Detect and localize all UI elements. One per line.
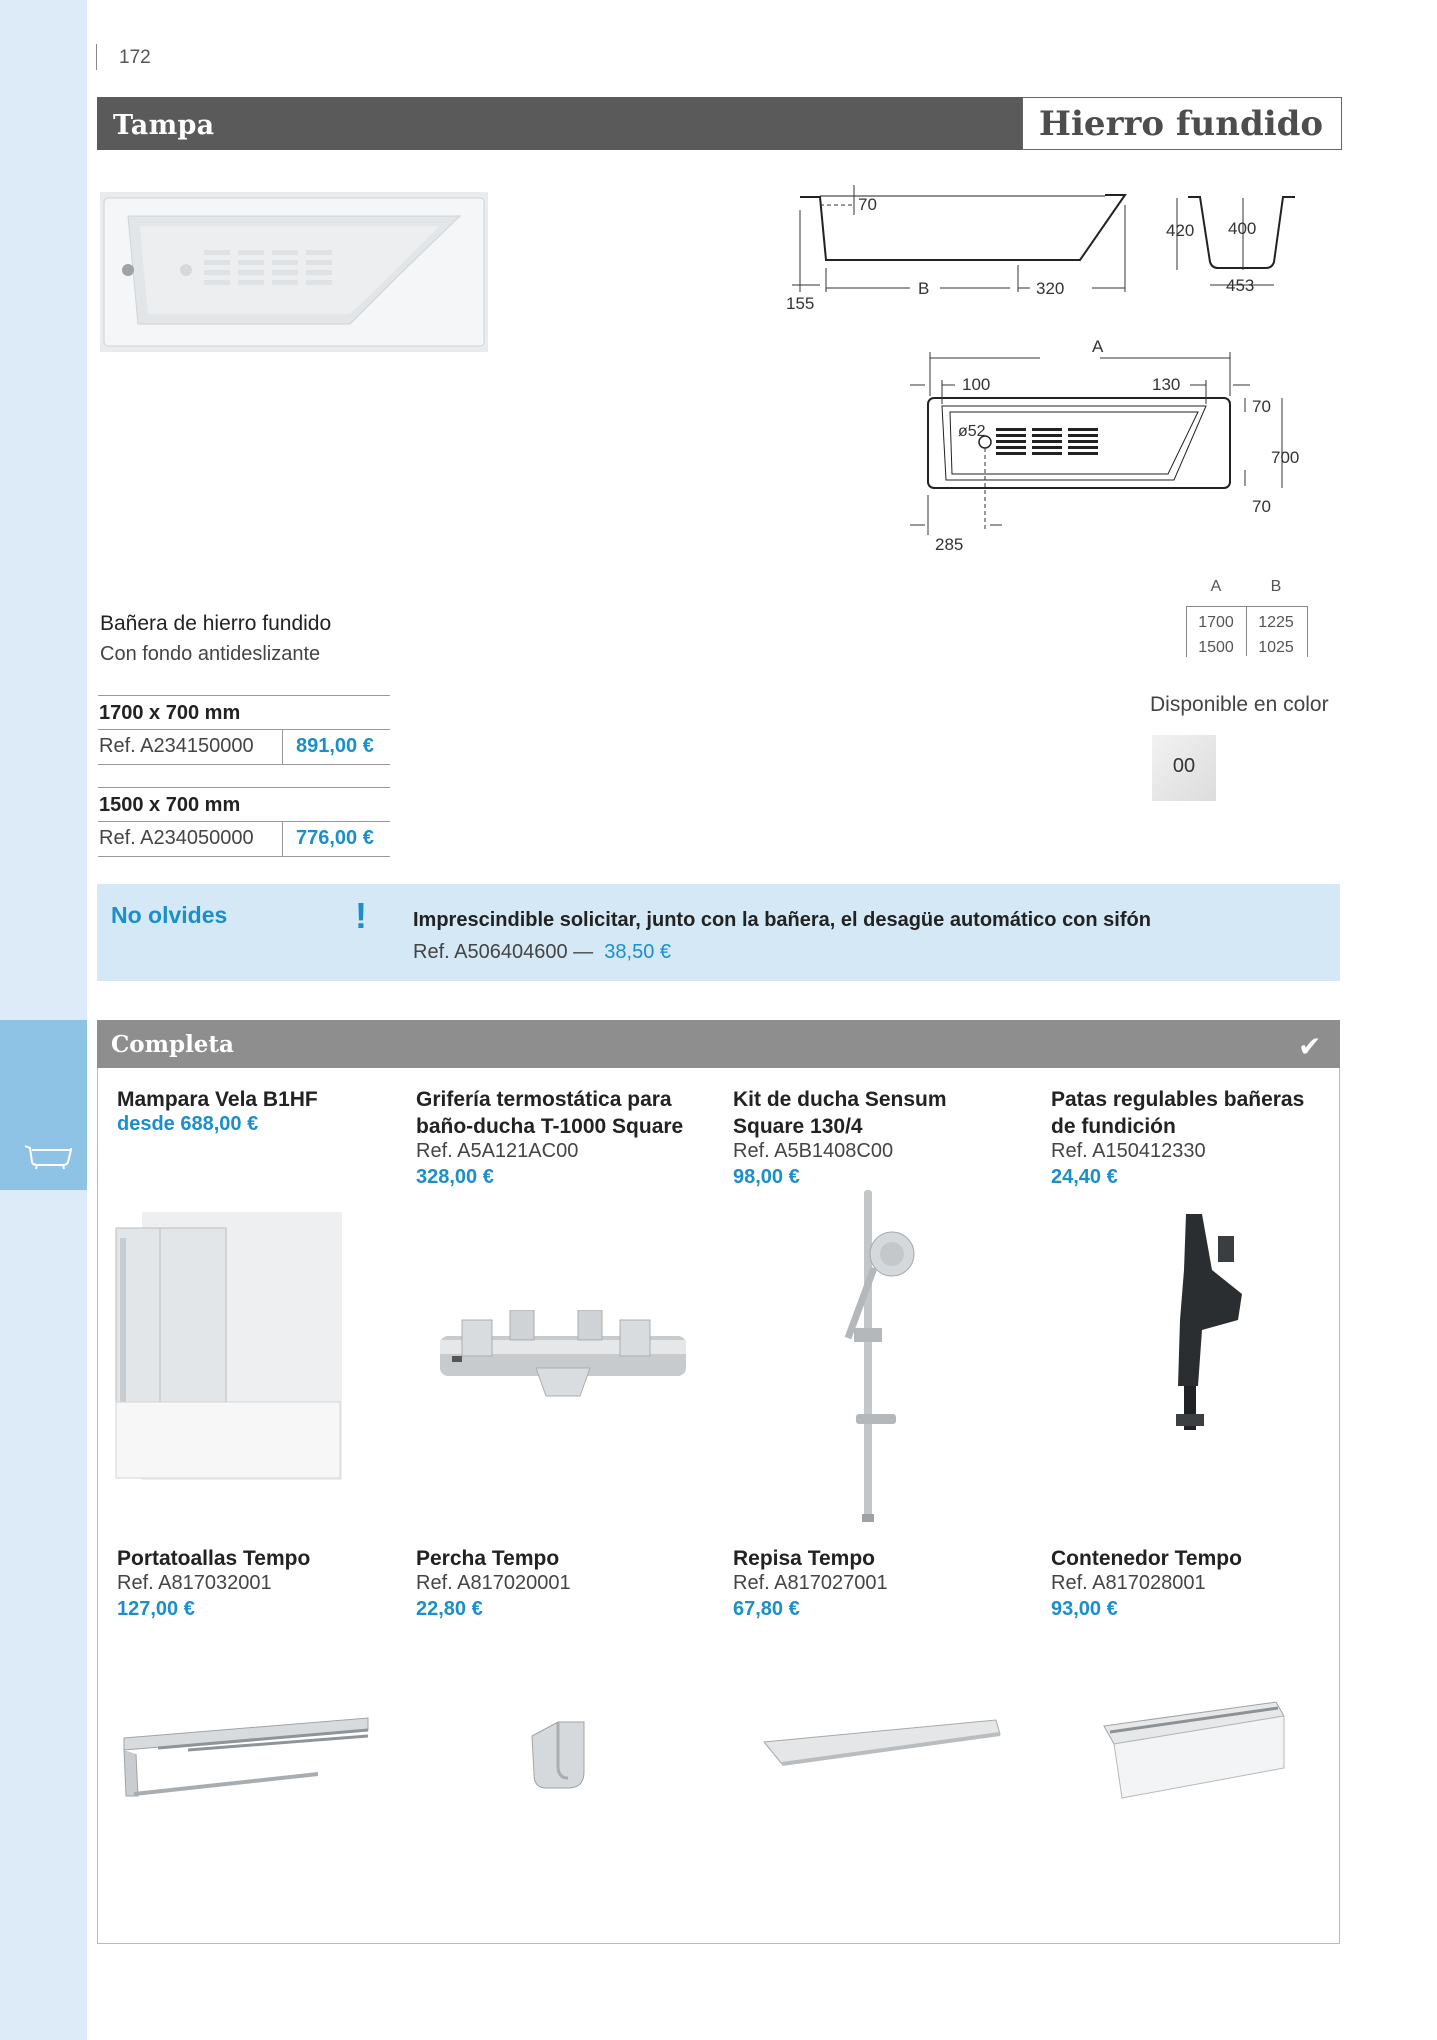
accessory-ref: Ref. A817020001 <box>416 1572 571 1594</box>
dim-155: 155 <box>786 294 815 313</box>
variant-size: 1500 x 700 mm <box>99 794 241 816</box>
reminder-price: 38,50 € <box>604 941 671 963</box>
accessory-name: Mampara Vela B1HF <box>117 1088 318 1111</box>
dim-drain-diameter: ø52 <box>958 423 986 440</box>
variant-ref: Ref. A234050000 <box>99 827 254 849</box>
accessory-name: Repisa Tempo <box>733 1547 875 1570</box>
accessory-price: 127,00 € <box>117 1598 195 1620</box>
dim-A: A <box>1092 337 1104 356</box>
accessory-ref: Ref. A817032001 <box>117 1572 272 1594</box>
dim-130: 130 <box>1152 375 1181 394</box>
shower-screen-image <box>112 1212 344 1480</box>
page-number: 172 <box>119 47 151 68</box>
accessory-price: 328,00 € <box>416 1166 494 1188</box>
accessory-price: 93,00 € <box>1051 1598 1118 1620</box>
accessory-ref: Ref. A5A121AC00 <box>416 1140 579 1162</box>
dim-header-A: A <box>1210 578 1222 595</box>
product-subtitle: Con fondo antideslizante <box>100 643 321 665</box>
shelf-image <box>760 1712 1004 1772</box>
dim-cell: 1500 <box>1198 639 1234 656</box>
dim-B: B <box>918 279 930 298</box>
variant-size: 1700 x 700 mm <box>99 702 241 724</box>
accessory-name-line2: de fundición <box>1051 1115 1176 1138</box>
checkmark-icon: ✔ <box>1298 1031 1322 1062</box>
material-title: Hierro fundido <box>1038 104 1324 144</box>
dim-420: 420 <box>1166 221 1195 240</box>
header-bar <box>97 97 1022 150</box>
accessory-price: 67,80 € <box>733 1598 800 1620</box>
bathtub-photo <box>100 192 488 352</box>
product-name: Bañera de hierro fundido <box>100 612 332 635</box>
accessory-ref: Ref. A817027001 <box>733 1572 888 1594</box>
accessory-name: Grifería termostática para <box>416 1088 672 1111</box>
variant-ref-separator <box>282 822 283 856</box>
accessory-price: desde 688,00 € <box>117 1113 259 1135</box>
dim-320: 320 <box>1036 279 1065 298</box>
accessory-name: Percha Tempo <box>416 1547 560 1570</box>
accessory-name: Contenedor Tempo <box>1051 1547 1242 1570</box>
dim-70-top: 70 <box>1252 397 1271 416</box>
accessory-name-line2: baño-ducha T-1000 Square <box>416 1115 684 1138</box>
dim-cell: 1225 <box>1258 614 1294 631</box>
accessory-ref: Ref. A817028001 <box>1051 1572 1206 1594</box>
adjustable-legs-image <box>1158 1210 1276 1436</box>
dim-cell: 1700 <box>1198 614 1234 631</box>
towel-rack-image <box>118 1710 374 1800</box>
variant-ref-separator <box>282 730 283 764</box>
variant-ref: Ref. A234150000 <box>99 735 254 757</box>
accessory-price: 24,40 € <box>1051 1166 1118 1188</box>
accessory-ref: Ref. A150412330 <box>1051 1140 1206 1162</box>
dim-285: 285 <box>935 535 964 554</box>
accessory-name: Patas regulables bañeras <box>1051 1088 1305 1111</box>
dim-70-bottom: 70 <box>1252 497 1271 516</box>
accessory-price: 22,80 € <box>416 1598 483 1620</box>
reminder-title: No olvides <box>111 902 228 928</box>
dim-700: 700 <box>1271 448 1300 467</box>
dim-453: 453 <box>1226 276 1255 295</box>
technical-drawings <box>780 180 1340 580</box>
dim-400: 400 <box>1228 219 1257 238</box>
dim-100: 100 <box>962 375 991 394</box>
shower-kit-image <box>818 1188 918 1524</box>
variant-ref-row <box>98 821 390 857</box>
series-title: Tampa <box>113 110 215 141</box>
dim-cell: 1025 <box>1258 639 1294 656</box>
reminder-ref-code: Ref. A506404600 — <box>413 941 594 963</box>
availability-label: Disponible en color <box>1150 693 1329 716</box>
variant-divider <box>98 787 390 788</box>
accessory-ref: Ref. A5B1408C00 <box>733 1140 894 1162</box>
reminder-text: Imprescindible solicitar, junto con la bañera, el desagüe automático con sifón <box>413 909 1151 931</box>
page-number-divider <box>96 44 97 70</box>
container-image <box>1100 1696 1288 1802</box>
accessory-name: Kit de ducha Sensum <box>733 1088 947 1111</box>
dim-header-B: B <box>1270 578 1282 595</box>
reminder-ref <box>413 941 671 964</box>
color-code: 00 <box>1172 755 1196 777</box>
exclamation-icon: ! <box>355 895 367 936</box>
bathtub-icon <box>22 1140 74 1170</box>
complete-section-header <box>97 1020 1340 1068</box>
dim-70-side: 70 <box>858 195 877 214</box>
reminder-box <box>97 884 1340 981</box>
accessory-name-line2: Square 130/4 <box>733 1115 863 1138</box>
variant-price: 891,00 € <box>296 735 374 757</box>
accessory-price: 98,00 € <box>733 1166 800 1188</box>
complete-section-title: Completa <box>111 1031 234 1058</box>
variant-price: 776,00 € <box>296 827 374 849</box>
accessory-name: Portatoallas Tempo <box>117 1547 311 1570</box>
thermostatic-faucet-image <box>440 1310 686 1400</box>
towel-hook-image <box>528 1716 598 1792</box>
variant-divider <box>98 695 390 696</box>
variant-ref-row <box>98 729 390 765</box>
